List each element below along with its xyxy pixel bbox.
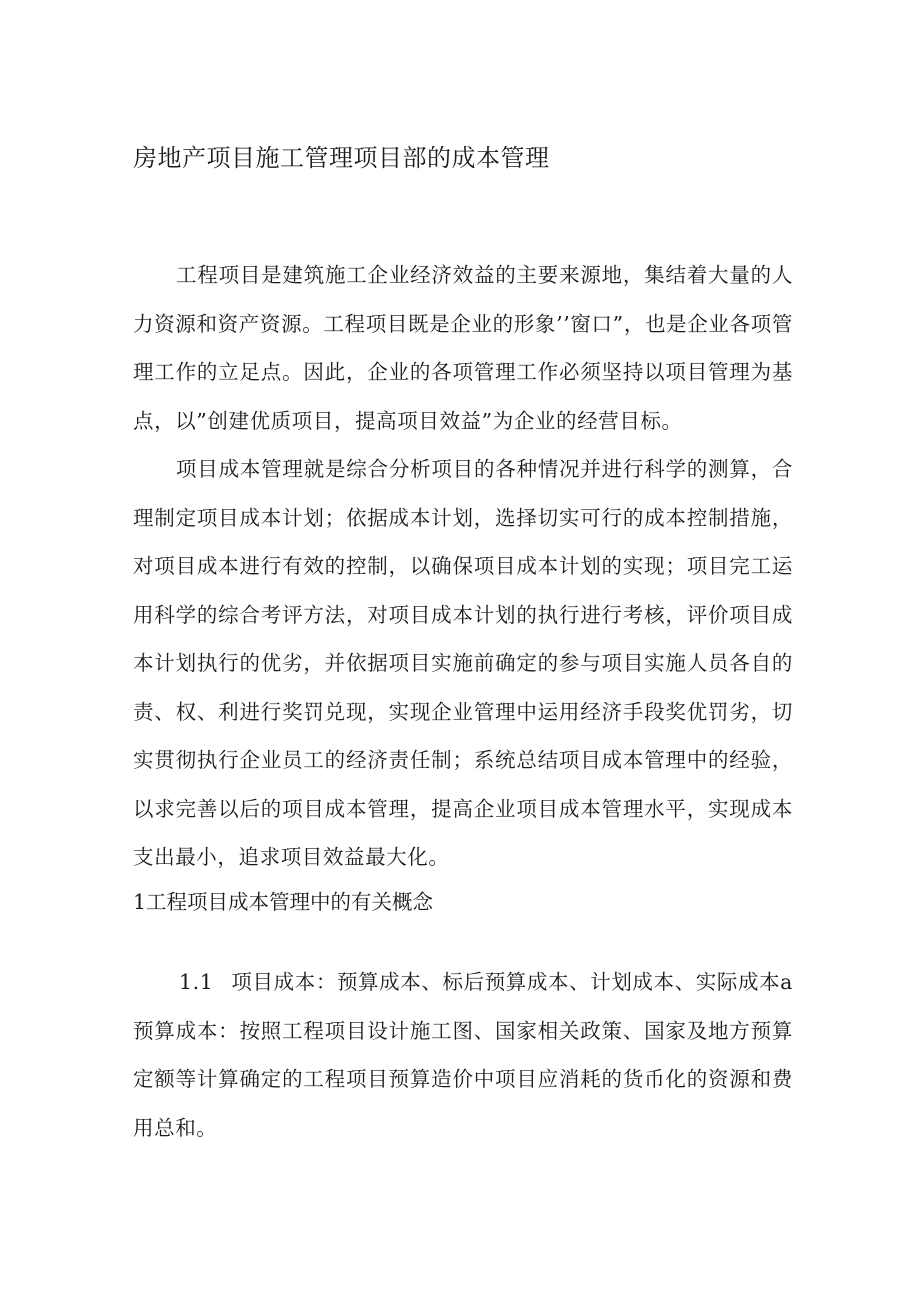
document-title: 房地产项目施工管理项目部的成本管理: [133, 144, 550, 172]
subsection-number: 1.1: [179, 970, 214, 994]
subsection-text: 项目成本：预算成本、标后预算成本、计划成本、实际成本a预算成本：按照工程项目设计施工图、国家相关政策、国家及地方预算定额等计算确定的工程项目预算造价中项目应消耗的货币化的资源和费用总和。: [133, 970, 793, 1140]
cost-management-paragraph: 项目成本管理就是综合分析项目的各种情况并进行科学的测算，合理制定项目成本计划；依据成本计划，选择切实可行的成本控制措施，对项目成本进行有效的控制，以确保项目成本计划的实现；项目完工运用科学的综合考评方法，对项目成本计划的执行进行考核，评价项目成本计划执行的优劣，并依据项目实施前确定的参与项目实施人员各自的责、权、利进行奖罚兑现，实现企业管理中运用经济手段奖优罚劣，切实贯彻执行企业员工的经济责任制；系统总结项目成本管理中的经验，以求完善以后的项目成本管理，提高企业项目成本管理水平，实现成本支出最小，追求项目效益最大化。: [133, 457, 793, 869]
intro-paragraph: 工程项目是建筑施工企业经济效益的主要来源地，集结着大量的人力资源和资产资源。工程项目既是企业的形象’’窗口”，也是企业各项管理工作的立足点。因此，企业的各项管理工作必须坚持以项目管理为基点，以”创建优质项目，提高项目效益”为企业的经营目标。: [133, 263, 793, 433]
section-heading: 1工程项目成本管理中的有关概念: [133, 890, 434, 914]
subsection-paragraph: [133, 958, 793, 1152]
